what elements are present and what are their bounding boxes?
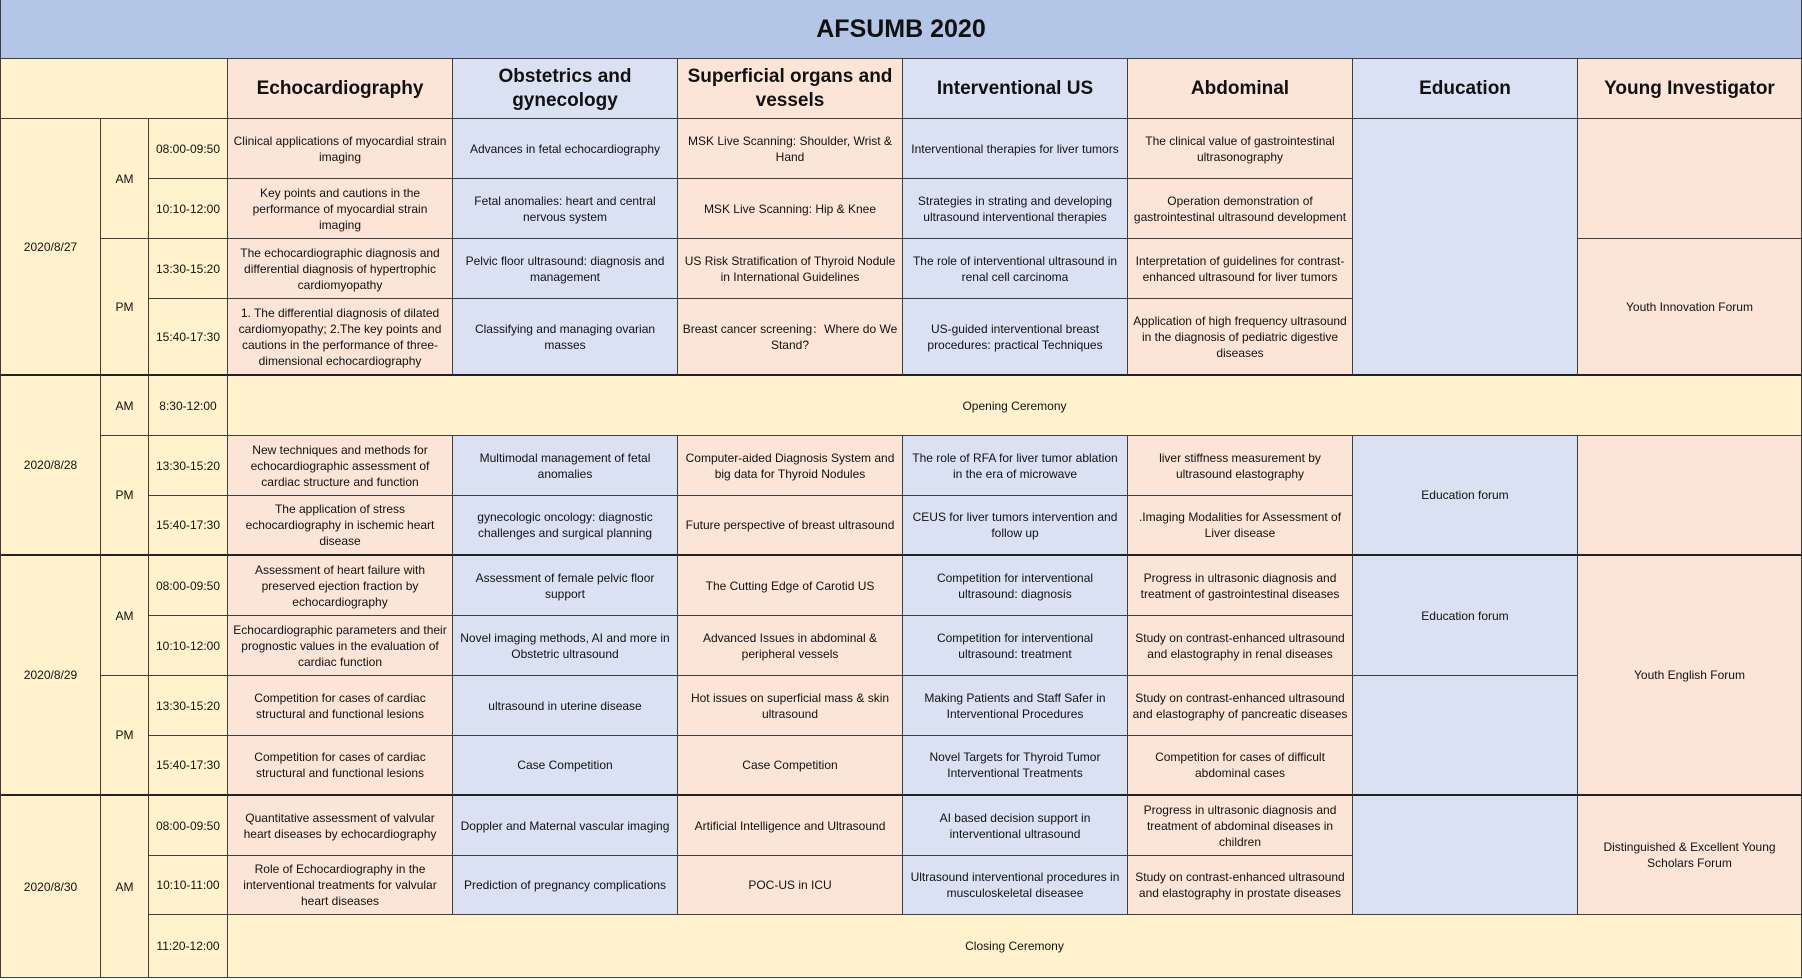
session-cell: Application of high frequency ultrasound in the diagnosis of pediatric digestive diseases <box>1128 299 1353 376</box>
session-cell: The echocardiographic diagnosis and differential diagnosis of hypertrophic cardiomyopathy <box>228 239 453 299</box>
session-cell: Multimodal management of fetal anomalies <box>453 436 678 496</box>
session-cell: Competition for interventional ultrasound: diagnosis <box>903 556 1128 616</box>
session-cell: The role of RFA for liver tumor ablation in the era of microwave <box>903 436 1128 496</box>
session-cell: Advanced Issues in abdominal & peripheral vessels <box>678 616 903 676</box>
session-cell: Doppler and Maternal vascular imaging <box>453 796 678 856</box>
session-cell: Progress in ultrasonic diagnosis and treatment of abdominal diseases in children <box>1128 796 1353 856</box>
session-cell: Novel Targets for Thyroid Tumor Interventional Treatments <box>903 736 1128 796</box>
session-cell: Hot issues on superficial mass & skin ultrasound <box>678 676 903 736</box>
session-cell: US Risk Stratification of Thyroid Nodule in International Guidelines <box>678 239 903 299</box>
session-cell: Key points and cautions in the performance of myocardial strain imaging <box>228 179 453 239</box>
session-cell: MSK Live Scanning: Shoulder, Wrist & Hand <box>678 119 903 179</box>
session-cell: Making Patients and Staff Safer in Interventional Procedures <box>903 676 1128 736</box>
header-interventional-us: Interventional US <box>903 59 1128 119</box>
period-am: AM <box>101 376 149 436</box>
session-cell: ultrasound in uterine disease <box>453 676 678 736</box>
session-cell: CEUS for liver tumors intervention and follow up <box>903 496 1128 556</box>
time-slot: 08:00-09:50 <box>149 119 228 179</box>
session-cell: Fetal anomalies: heart and central nervous system <box>453 179 678 239</box>
session-cell: Computer-aided Diagnosis System and big data for Thyroid Nodules <box>678 436 903 496</box>
session-cell: .Imaging Modalities for Assessment of Liver disease <box>1128 496 1353 556</box>
session-cell: Classifying and managing ovarian masses <box>453 299 678 376</box>
session-cell: 1. The differential diagnosis of dilated cardiomyopathy; 2.The key points and cautions in the performance of three-dimensional echocardiography <box>228 299 453 376</box>
session-cell: The clinical value of gastrointestinal ultrasonography <box>1128 119 1353 179</box>
empty-education-cell <box>1353 796 1578 915</box>
session-cell: The application of stress echocardiography in ischemic heart disease <box>228 496 453 556</box>
date-cell: 2020/8/27 <box>0 119 101 376</box>
session-cell: Novel imaging methods, AI and more in Obstetric ultrasound <box>453 616 678 676</box>
session-cell: Future perspective of breast ultrasound <box>678 496 903 556</box>
empty-young-cell <box>1578 436 1802 556</box>
time-slot: 15:40-17:30 <box>149 736 228 796</box>
date-cell: 2020/8/29 <box>0 556 101 796</box>
session-cell: Study on contrast-enhanced ultrasound and elastography in renal diseases <box>1128 616 1353 676</box>
header-corner <box>0 59 228 119</box>
time-slot: 08:00-09:50 <box>149 796 228 856</box>
empty-education-cell <box>1353 676 1578 796</box>
empty-young-cell <box>1578 119 1802 239</box>
session-cell: Study on contrast-enhanced ultrasound and elastography of pancreatic diseases <box>1128 676 1353 736</box>
session-cell: Quantitative assessment of valvular heart diseases by echocardiography <box>228 796 453 856</box>
header-superficial-organs: Superficial organs and vessels <box>678 59 903 119</box>
session-cell: Assessment of female pelvic floor support <box>453 556 678 616</box>
session-cell: Case Competition <box>678 736 903 796</box>
session-cell: Role of Echocardiography in the interventional treatments for valvular heart diseases <box>228 856 453 915</box>
session-cell: Assessment of heart failure with preserved ejection fraction by echocardiography <box>228 556 453 616</box>
table-title: AFSUMB 2020 <box>0 0 1802 59</box>
session-cell: Interventional therapies for liver tumors <box>903 119 1128 179</box>
time-slot: 15:40-17:30 <box>149 496 228 556</box>
empty-education-cell <box>1353 119 1578 376</box>
time-slot: 11:20-12:00 <box>149 915 228 978</box>
time-slot: 10:10-12:00 <box>149 616 228 676</box>
session-cell: AI based decision support in interventional ultrasound <box>903 796 1128 856</box>
session-cell: Pelvic floor ultrasound: diagnosis and management <box>453 239 678 299</box>
header-young-investigator: Young Investigator <box>1578 59 1802 119</box>
period-pm: PM <box>101 239 149 376</box>
time-slot: 13:30-15:20 <box>149 676 228 736</box>
session-cell: Advances in fetal echocardiography <box>453 119 678 179</box>
session-cell-education-forum: Education forum <box>1353 436 1578 556</box>
session-cell: Competition for interventional ultrasound: treatment <box>903 616 1128 676</box>
period-pm: PM <box>101 676 149 796</box>
time-slot: 15:40-17:30 <box>149 299 228 376</box>
session-cell: MSK Live Scanning: Hip & Knee <box>678 179 903 239</box>
session-cell: Interpretation of guidelines for contrast-enhanced ultrasound for liver tumors <box>1128 239 1353 299</box>
period-am: AM <box>101 556 149 676</box>
closing-ceremony: Closing Ceremony <box>228 915 1802 978</box>
header-abdominal: Abdominal <box>1128 59 1353 119</box>
time-slot: 10:10-12:00 <box>149 179 228 239</box>
session-cell-distinguished-scholars: Distinguished & Excellent Young Scholars Forum <box>1578 796 1802 915</box>
opening-ceremony: Opening Ceremony <box>228 376 1802 436</box>
time-slot: 13:30-15:20 <box>149 239 228 299</box>
session-cell: The role of interventional ultrasound in renal cell carcinoma <box>903 239 1128 299</box>
session-cell: Operation demonstration of gastrointestinal ultrasound development <box>1128 179 1353 239</box>
session-cell: Competition for cases of cardiac structural and functional lesions <box>228 736 453 796</box>
session-cell: Breast cancer screening：Where do We Stand? <box>678 299 903 376</box>
session-cell: US-guided interventional breast procedures: practical Techniques <box>903 299 1128 376</box>
period-pm: PM <box>101 436 149 556</box>
session-cell-youth-english: Youth English Forum <box>1578 556 1802 796</box>
time-slot: 8:30-12:00 <box>149 376 228 436</box>
session-cell: Competition for cases of difficult abdominal cases <box>1128 736 1353 796</box>
period-am: AM <box>101 119 149 239</box>
header-education: Education <box>1353 59 1578 119</box>
session-cell: Echocardiographic parameters and their prognostic values in the evaluation of cardiac function <box>228 616 453 676</box>
time-slot: 08:00-09:50 <box>149 556 228 616</box>
session-cell: Ultrasound interventional procedures in musculoskeletal diseasee <box>903 856 1128 915</box>
session-cell-youth-innovation: Youth Innovation Forum <box>1578 239 1802 376</box>
time-slot: 13:30-15:20 <box>149 436 228 496</box>
session-cell: Prediction of pregnancy complications <box>453 856 678 915</box>
session-cell: Clinical applications of myocardial strain imaging <box>228 119 453 179</box>
session-cell: POC-US in ICU <box>678 856 903 915</box>
session-cell: Competition for cases of cardiac structural and functional lesions <box>228 676 453 736</box>
date-cell: 2020/8/30 <box>0 796 101 978</box>
session-cell-education-forum: Education forum <box>1353 556 1578 676</box>
session-cell: The Cutting Edge of Carotid US <box>678 556 903 616</box>
session-cell: Artificial Intelligence and Ultrasound <box>678 796 903 856</box>
period-am: AM <box>101 796 149 978</box>
date-cell: 2020/8/28 <box>0 376 101 556</box>
session-cell: Strategies in strating and developing ultrasound interventional therapies <box>903 179 1128 239</box>
time-slot: 10:10-11:00 <box>149 856 228 915</box>
header-echocardiography: Echocardiography <box>228 59 453 119</box>
session-cell: gynecologic oncology: diagnostic challenges and surgical planning <box>453 496 678 556</box>
session-cell: Study on contrast-enhanced ultrasound and elastography in prostate diseases <box>1128 856 1353 915</box>
session-cell: Case Competition <box>453 736 678 796</box>
session-cell: liver stiffness measurement by ultrasound elastography <box>1128 436 1353 496</box>
session-cell: Progress in ultrasonic diagnosis and treatment of gastrointestinal diseases <box>1128 556 1353 616</box>
session-cell: New techniques and methods for echocardiographic assessment of cardiac structure and function <box>228 436 453 496</box>
header-obstetrics-gynecology: Obstetrics and gynecology <box>453 59 678 119</box>
